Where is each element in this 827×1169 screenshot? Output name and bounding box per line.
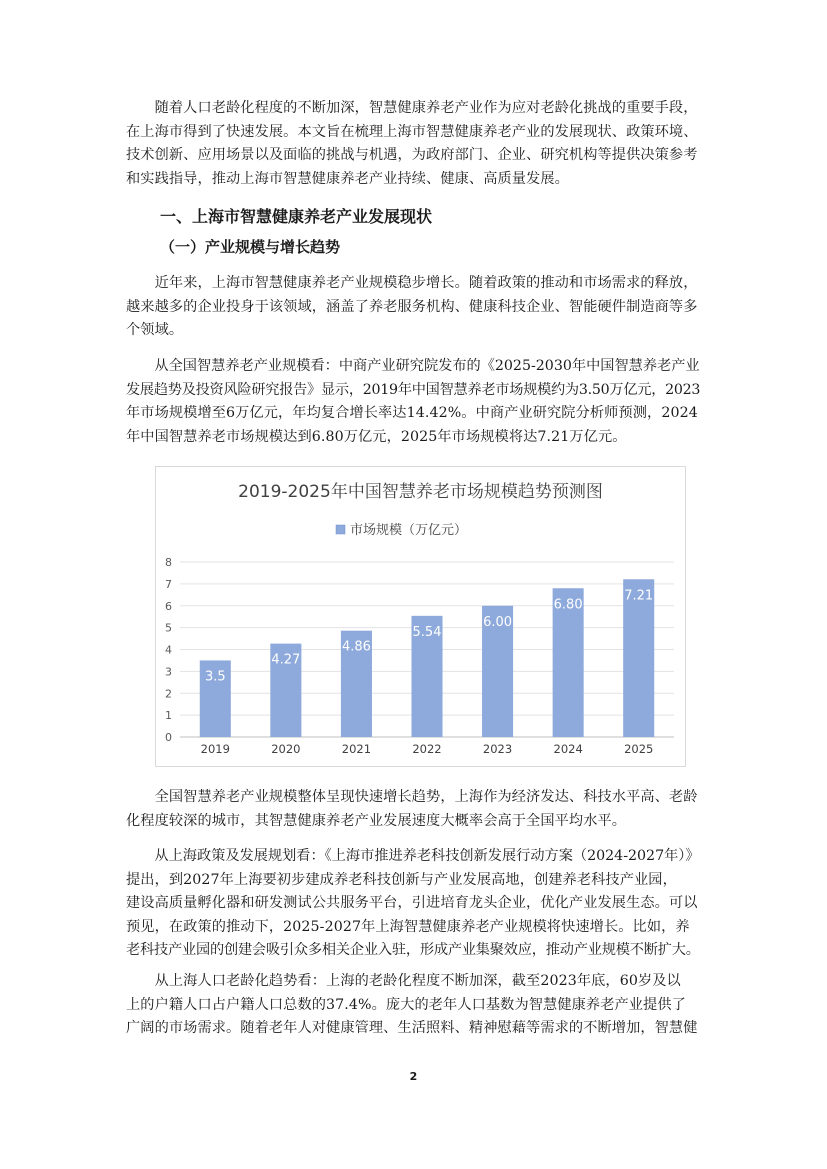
subsection-heading: （一）产业规模与增长趋势 bbox=[160, 238, 341, 256]
text-line: 在上海市得到了快速发展。本文旨在梳理上海市智慧健康养老产业的发展现状、政策环境、 bbox=[126, 123, 698, 140]
text-line: 个领域。 bbox=[126, 322, 184, 339]
x-tick-label: 2022 bbox=[412, 742, 442, 756]
bar-chart-svg bbox=[156, 467, 685, 766]
text-line: 全国智慧养老产业规模整体呈现快速增长趋势，上海作为经济发达、科技水平高、老龄 bbox=[126, 789, 698, 805]
text-line: 发展趋势及投资风险研究报告》显示，2019年中国智慧养老市场规模约为3.50万亿元，2023 bbox=[126, 381, 701, 398]
text-line: 越来越多的企业投身于该领域，涵盖了养老服务机构、健康科技企业、智能硬件制造商等多 bbox=[126, 298, 698, 315]
text-line: 上的户籍人口占户籍人口总数的37.4%。庞大的老年人口基数为智慧健康养老产业提供了 bbox=[126, 996, 686, 1013]
x-tick-label: 2020 bbox=[271, 742, 301, 756]
x-tick-label: 2024 bbox=[553, 742, 583, 756]
text-line: 年市场规模增至6万亿元，年均复合增长率达14.42%。中商产业研究院分析师预测，2024 bbox=[126, 405, 698, 422]
text-line: 从全国智慧养老产业规模看：中商产业研究院发布的《2025-2030年中国智慧养老产业 bbox=[126, 358, 700, 374]
policy-paragraph bbox=[126, 845, 700, 963]
text-line: 近年来，上海市智慧健康养老产业规模稳步增长。随着政策的推动和市场需求的释放， bbox=[126, 275, 698, 291]
text-line: 随着人口老龄化程度的不断加深，智慧健康养老产业作为应对老龄化挑战的重要手段， bbox=[126, 100, 698, 116]
bar-value-label: 7.21 bbox=[624, 588, 654, 604]
y-tick-label: 1 bbox=[165, 709, 172, 723]
text-line: 广阔的市场需求。随着老年人对健康管理、生活照料、精神慰藉等需求的不断增加，智慧健 bbox=[126, 1020, 698, 1037]
y-tick-label: 0 bbox=[165, 731, 172, 744]
text-line: 预见，在政策的推动下，2025-2027年上海智慧健康养老产业规模将快速增长。比如，养 bbox=[126, 918, 690, 935]
text-line: 技术创新、应用场景以及面临的挑战与机遇，为政府部门、企业、研究机构等提供决策参考 bbox=[126, 147, 698, 164]
bar-value-label: 6.00 bbox=[483, 614, 513, 630]
text-line: 化程度较深的城市，其智慧健康养老产业发展速度大概率会高于全国平均水平。 bbox=[126, 812, 627, 829]
x-tick-label: 2021 bbox=[341, 742, 372, 756]
bar-value-label: 3.5 bbox=[204, 669, 226, 685]
y-tick-label: 6 bbox=[165, 599, 172, 613]
y-tick-label: 7 bbox=[165, 577, 172, 591]
recent-paragraph bbox=[126, 272, 700, 343]
text-line: 从上海政策及发展规划看：《上海市推进养老科技创新发展行动方案（2024-2027年）》 bbox=[126, 848, 700, 864]
y-tick-label: 8 bbox=[165, 556, 172, 569]
national-scale-paragraph bbox=[126, 355, 700, 449]
market-size-chart bbox=[155, 466, 686, 767]
chart-title: 2019-2025年中国智慧养老市场规模趋势预测图 bbox=[238, 482, 603, 502]
text-line: 从上海人口老龄化趋势看：上海的老龄化程度不断加深，截至2023年底，60岁及以 bbox=[126, 973, 681, 989]
intro-paragraph bbox=[126, 97, 700, 191]
legend-swatch bbox=[336, 525, 345, 534]
bar-value-label: 4.86 bbox=[341, 639, 371, 655]
page-number: 2 bbox=[409, 1070, 418, 1083]
text-line: 老科技产业园的创建会吸引众多相关企业入驻，形成产业集聚效应，推动产业规模不断扩大。 bbox=[126, 942, 700, 959]
y-tick-label: 4 bbox=[165, 643, 172, 657]
x-tick-label: 2025 bbox=[624, 742, 654, 756]
text-line: 建设高质量孵化器和研发测试公共服务平台，引进培育龙头企业，优化产业发展生态。可以 bbox=[126, 895, 698, 912]
text-line: 年中国智慧养老市场规模达到6.80万亿元，2025年市场规模将达7.21万亿元。 bbox=[126, 428, 627, 445]
aging-paragraph bbox=[126, 970, 700, 1041]
bar-value-label: 5.54 bbox=[412, 624, 442, 640]
legend-label: 市场规模（万亿元） bbox=[350, 523, 468, 538]
trend-paragraph bbox=[126, 786, 700, 833]
y-tick-label: 5 bbox=[165, 621, 172, 635]
section-heading: 一、上海市智慧健康养老产业发展现状 bbox=[160, 207, 433, 226]
text-line: 和实践指导，推动上海市智慧健康养老产业持续、健康、高质量发展。 bbox=[126, 170, 569, 187]
text-line: 提出，到2027年上海要初步建成养老科技创新与产业发展高地，创建养老科技产业园， bbox=[126, 871, 677, 888]
y-tick-label: 3 bbox=[165, 665, 172, 679]
x-tick-label: 2023 bbox=[482, 742, 513, 756]
y-tick-label: 2 bbox=[165, 687, 172, 701]
bar-value-label: 4.27 bbox=[271, 652, 301, 668]
x-tick-label: 2019 bbox=[200, 742, 230, 756]
bar-value-label: 6.80 bbox=[553, 597, 583, 613]
